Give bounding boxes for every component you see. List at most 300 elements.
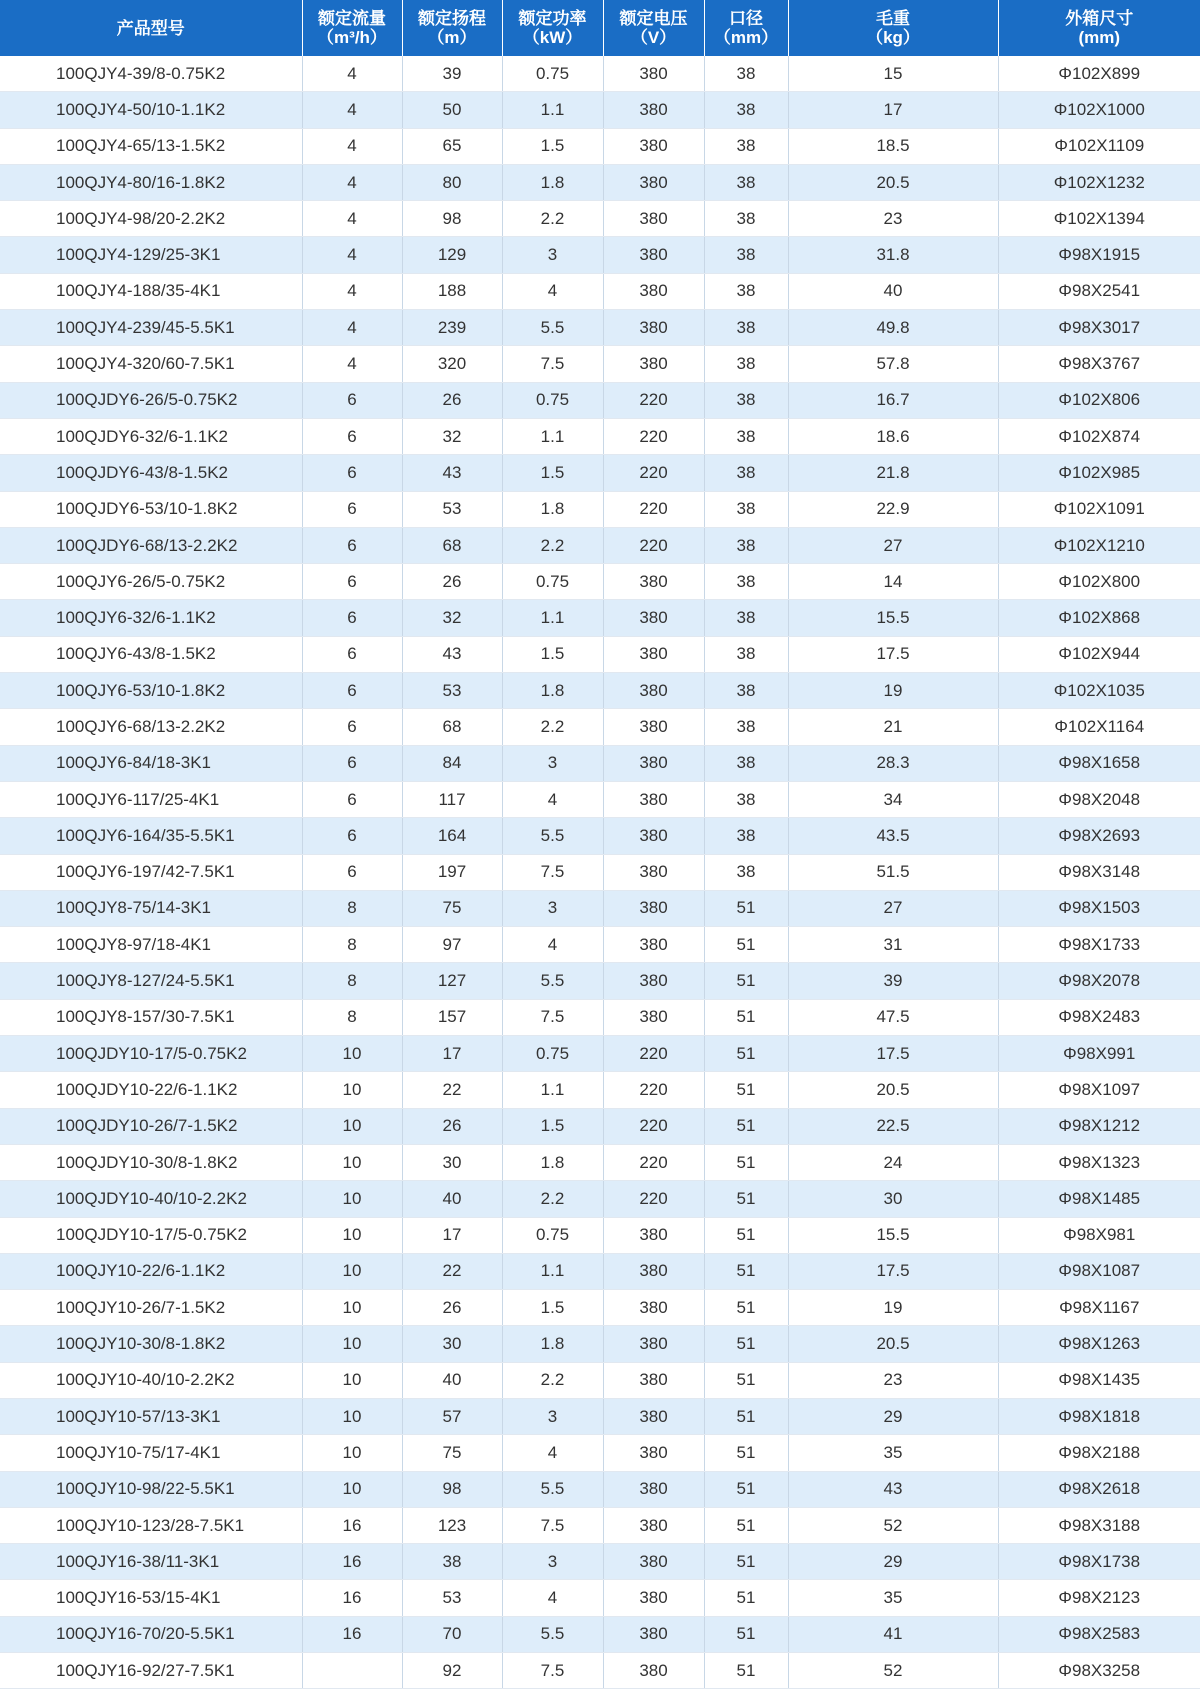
- cell-voltage: 380: [603, 1616, 704, 1652]
- cell-power: 0.75: [502, 56, 603, 92]
- cell-voltage: 380: [603, 92, 704, 128]
- cell-box-size: Φ98X3188: [998, 1507, 1200, 1543]
- table-row: [0, 310, 1200, 346]
- cell-weight: 17.5: [788, 1036, 998, 1072]
- cell-weight: 24: [788, 1144, 998, 1180]
- cell-power: 5.5: [502, 1616, 603, 1652]
- table-row: [0, 709, 1200, 745]
- cell-box-size: Φ102X1394: [998, 201, 1200, 237]
- cell-head: 65: [402, 128, 502, 164]
- header-label: 外箱尺寸: [999, 9, 1200, 28]
- cell-flow: 4: [302, 164, 402, 200]
- cell-head: 68: [402, 709, 502, 745]
- cell-weight: 20.5: [788, 164, 998, 200]
- cell-head: 53: [402, 491, 502, 527]
- cell-flow: 4: [302, 273, 402, 309]
- cell-caliber: 38: [704, 201, 788, 237]
- cell-voltage: 380: [603, 781, 704, 817]
- table-row: [0, 1217, 1200, 1253]
- table-row: [0, 781, 1200, 817]
- cell-flow: 6: [302, 491, 402, 527]
- cell-model: 100QJY6-26/5-0.75K2: [0, 564, 302, 600]
- cell-model: 100QJDY10-26/7-1.5K2: [0, 1108, 302, 1144]
- cell-model: 100QJDY10-30/8-1.8K2: [0, 1144, 302, 1180]
- table-row: [0, 346, 1200, 382]
- cell-caliber: 51: [704, 1253, 788, 1289]
- cell-model: 100QJY6-32/6-1.1K2: [0, 600, 302, 636]
- table-row: [0, 999, 1200, 1035]
- cell-caliber: 51: [704, 1072, 788, 1108]
- cell-box-size: Φ102X1210: [998, 527, 1200, 563]
- cell-caliber: 51: [704, 1036, 788, 1072]
- cell-model: 100QJY6-84/18-3K1: [0, 745, 302, 781]
- cell-weight: 51.5: [788, 854, 998, 890]
- cell-caliber: 51: [704, 1181, 788, 1217]
- cell-flow: 6: [302, 781, 402, 817]
- cell-voltage: 380: [603, 564, 704, 600]
- cell-head: 43: [402, 636, 502, 672]
- cell-head: 98: [402, 1471, 502, 1507]
- table-row: [0, 1253, 1200, 1289]
- table-row: [0, 636, 1200, 672]
- cell-caliber: 51: [704, 1398, 788, 1434]
- cell-box-size: Φ98X2078: [998, 963, 1200, 999]
- cell-weight: 30: [788, 1181, 998, 1217]
- cell-caliber: 38: [704, 854, 788, 890]
- cell-head: 157: [402, 999, 502, 1035]
- cell-caliber: 51: [704, 1217, 788, 1253]
- cell-box-size: Φ98X1212: [998, 1108, 1200, 1144]
- cell-caliber: 38: [704, 781, 788, 817]
- cell-weight: 43.5: [788, 818, 998, 854]
- cell-voltage: 380: [603, 1326, 704, 1362]
- cell-box-size: Φ98X1915: [998, 237, 1200, 273]
- cell-box-size: Φ98X1263: [998, 1326, 1200, 1362]
- cell-caliber: 51: [704, 1144, 788, 1180]
- table-row: [0, 382, 1200, 418]
- table-row: [0, 1326, 1200, 1362]
- cell-power: 4: [502, 927, 603, 963]
- cell-weight: 47.5: [788, 999, 998, 1035]
- cell-flow: 8: [302, 963, 402, 999]
- cell-head: 68: [402, 527, 502, 563]
- table-row: [0, 1181, 1200, 1217]
- cell-voltage: 220: [603, 455, 704, 491]
- table-row: [0, 963, 1200, 999]
- cell-power: 1.1: [502, 1072, 603, 1108]
- cell-box-size: Φ98X2483: [998, 999, 1200, 1035]
- cell-power: 7.5: [502, 1507, 603, 1543]
- header-unit: （V）: [604, 28, 704, 47]
- header-voltage: [603, 0, 704, 56]
- cell-power: 4: [502, 1580, 603, 1616]
- cell-model: 100QJY16-70/20-5.5K1: [0, 1616, 302, 1652]
- table-row: [0, 92, 1200, 128]
- cell-power: 1.1: [502, 600, 603, 636]
- cell-voltage: 380: [603, 1507, 704, 1543]
- cell-weight: 52: [788, 1507, 998, 1543]
- cell-flow: 4: [302, 56, 402, 92]
- cell-model: 100QJY6-53/10-1.8K2: [0, 673, 302, 709]
- cell-box-size: Φ102X944: [998, 636, 1200, 672]
- cell-weight: 23: [788, 1362, 998, 1398]
- cell-caliber: 51: [704, 1290, 788, 1326]
- cell-voltage: 380: [603, 346, 704, 382]
- cell-caliber: 38: [704, 310, 788, 346]
- cell-voltage: 380: [603, 963, 704, 999]
- cell-head: 75: [402, 1435, 502, 1471]
- cell-weight: 43: [788, 1471, 998, 1507]
- table-row: [0, 273, 1200, 309]
- cell-head: 80: [402, 164, 502, 200]
- cell-box-size: Φ98X2048: [998, 781, 1200, 817]
- cell-power: 1.1: [502, 418, 603, 454]
- cell-flow: 4: [302, 237, 402, 273]
- cell-caliber: 38: [704, 346, 788, 382]
- cell-model: 100QJY4-188/35-4K1: [0, 273, 302, 309]
- cell-voltage: 220: [603, 1144, 704, 1180]
- cell-flow: 6: [302, 527, 402, 563]
- cell-power: 7.5: [502, 999, 603, 1035]
- cell-voltage: 380: [603, 745, 704, 781]
- table-row: [0, 1362, 1200, 1398]
- cell-head: 39: [402, 56, 502, 92]
- cell-caliber: 38: [704, 745, 788, 781]
- cell-head: 22: [402, 1072, 502, 1108]
- cell-box-size: Φ98X1658: [998, 745, 1200, 781]
- cell-voltage: 380: [603, 854, 704, 890]
- cell-head: 97: [402, 927, 502, 963]
- cell-head: 320: [402, 346, 502, 382]
- cell-caliber: 51: [704, 1362, 788, 1398]
- cell-voltage: 380: [603, 164, 704, 200]
- cell-head: 129: [402, 237, 502, 273]
- cell-flow: 8: [302, 927, 402, 963]
- cell-power: 1.8: [502, 1326, 603, 1362]
- cell-flow: 4: [302, 346, 402, 382]
- cell-box-size: Φ98X3258: [998, 1653, 1200, 1689]
- cell-power: 3: [502, 745, 603, 781]
- cell-box-size: Φ102X1109: [998, 128, 1200, 164]
- cell-box-size: Φ102X868: [998, 600, 1200, 636]
- cell-head: 197: [402, 854, 502, 890]
- cell-weight: 23: [788, 201, 998, 237]
- header-label: 口径: [705, 9, 788, 28]
- table-row: [0, 128, 1200, 164]
- cell-weight: 57.8: [788, 346, 998, 382]
- cell-power: 2.2: [502, 709, 603, 745]
- cell-flow: 16: [302, 1507, 402, 1543]
- cell-model: 100QJY10-30/8-1.8K2: [0, 1326, 302, 1362]
- cell-power: 5.5: [502, 310, 603, 346]
- cell-caliber: 51: [704, 999, 788, 1035]
- table-row: [0, 201, 1200, 237]
- cell-head: 117: [402, 781, 502, 817]
- cell-voltage: 380: [603, 1217, 704, 1253]
- cell-weight: 31: [788, 927, 998, 963]
- cell-box-size: Φ102X800: [998, 564, 1200, 600]
- cell-caliber: 51: [704, 1580, 788, 1616]
- cell-head: 57: [402, 1398, 502, 1434]
- header-box-size: [998, 0, 1200, 56]
- cell-model: 100QJDY6-53/10-1.8K2: [0, 491, 302, 527]
- cell-weight: 29: [788, 1544, 998, 1580]
- cell-caliber: 51: [704, 963, 788, 999]
- cell-power: 1.8: [502, 491, 603, 527]
- cell-weight: 15.5: [788, 600, 998, 636]
- cell-power: 1.5: [502, 636, 603, 672]
- header-label: 产品型号: [0, 19, 302, 38]
- cell-head: 239: [402, 310, 502, 346]
- cell-weight: 16.7: [788, 382, 998, 418]
- cell-box-size: Φ98X1738: [998, 1544, 1200, 1580]
- cell-box-size: Φ102X1164: [998, 709, 1200, 745]
- cell-caliber: 38: [704, 455, 788, 491]
- cell-weight: 29: [788, 1398, 998, 1434]
- cell-head: 26: [402, 382, 502, 418]
- cell-weight: 27: [788, 527, 998, 563]
- cell-voltage: 380: [603, 673, 704, 709]
- cell-caliber: 38: [704, 164, 788, 200]
- cell-voltage: 380: [603, 999, 704, 1035]
- cell-power: 1.5: [502, 1108, 603, 1144]
- cell-flow: 10: [302, 1326, 402, 1362]
- cell-model: 100QJY4-80/16-1.8K2: [0, 164, 302, 200]
- header-unit: （mm）: [705, 28, 788, 47]
- cell-box-size: Φ98X2618: [998, 1471, 1200, 1507]
- cell-power: 1.8: [502, 673, 603, 709]
- cell-voltage: 380: [603, 1653, 704, 1689]
- table-row: [0, 527, 1200, 563]
- header-label: 额定扬程: [403, 9, 502, 28]
- cell-flow: 8: [302, 890, 402, 926]
- cell-voltage: 380: [603, 890, 704, 926]
- cell-voltage: 220: [603, 527, 704, 563]
- cell-weight: 15: [788, 56, 998, 92]
- cell-weight: 21: [788, 709, 998, 745]
- table-row: [0, 600, 1200, 636]
- table-row: [0, 491, 1200, 527]
- cell-box-size: Φ98X1485: [998, 1181, 1200, 1217]
- cell-flow: 6: [302, 418, 402, 454]
- cell-power: 5.5: [502, 963, 603, 999]
- header-unit: (mm): [999, 28, 1200, 47]
- cell-model: 100QJY4-239/45-5.5K1: [0, 310, 302, 346]
- cell-box-size: Φ98X1733: [998, 927, 1200, 963]
- cell-flow: 16: [302, 1544, 402, 1580]
- cell-power: 0.75: [502, 564, 603, 600]
- cell-flow: 10: [302, 1398, 402, 1434]
- cell-head: 43: [402, 455, 502, 491]
- cell-box-size: Φ102X874: [998, 418, 1200, 454]
- cell-box-size: Φ98X1818: [998, 1398, 1200, 1434]
- table-row: [0, 1507, 1200, 1543]
- cell-box-size: Φ102X899: [998, 56, 1200, 92]
- cell-head: 70: [402, 1616, 502, 1652]
- cell-weight: 34: [788, 781, 998, 817]
- cell-head: 32: [402, 418, 502, 454]
- cell-caliber: 38: [704, 673, 788, 709]
- header-power: [502, 0, 603, 56]
- cell-weight: 52: [788, 1653, 998, 1689]
- cell-model: 100QJY16-38/11-3K1: [0, 1544, 302, 1580]
- cell-power: 3: [502, 237, 603, 273]
- cell-caliber: 51: [704, 1653, 788, 1689]
- cell-flow: 6: [302, 636, 402, 672]
- header-label: 额定电压: [604, 9, 704, 28]
- cell-box-size: Φ102X985: [998, 455, 1200, 491]
- cell-box-size: Φ98X1167: [998, 1290, 1200, 1326]
- cell-model: 100QJY8-127/24-5.5K1: [0, 963, 302, 999]
- cell-model: 100QJY10-57/13-3K1: [0, 1398, 302, 1434]
- cell-head: 84: [402, 745, 502, 781]
- cell-model: 100QJY10-75/17-4K1: [0, 1435, 302, 1471]
- table-row: [0, 854, 1200, 890]
- cell-box-size: Φ98X981: [998, 1217, 1200, 1253]
- cell-model: 100QJY16-92/27-7.5K1: [0, 1653, 302, 1689]
- cell-head: 92: [402, 1653, 502, 1689]
- cell-weight: 41: [788, 1616, 998, 1652]
- cell-box-size: Φ102X1091: [998, 491, 1200, 527]
- table-row: [0, 1290, 1200, 1326]
- header-unit: （kg）: [789, 28, 998, 47]
- cell-model: 100QJY10-22/6-1.1K2: [0, 1253, 302, 1289]
- cell-model: 100QJDY10-17/5-0.75K2: [0, 1217, 302, 1253]
- cell-model: 100QJY4-98/20-2.2K2: [0, 201, 302, 237]
- table-row: [0, 890, 1200, 926]
- cell-power: 1.5: [502, 1290, 603, 1326]
- table-row: [0, 1616, 1200, 1652]
- table-row: [0, 164, 1200, 200]
- cell-weight: 17: [788, 92, 998, 128]
- cell-power: 0.75: [502, 1036, 603, 1072]
- cell-model: 100QJY6-43/8-1.5K2: [0, 636, 302, 672]
- cell-voltage: 380: [603, 927, 704, 963]
- table-row: [0, 56, 1200, 92]
- cell-power: 1.1: [502, 1253, 603, 1289]
- cell-head: 123: [402, 1507, 502, 1543]
- cell-box-size: Φ98X3017: [998, 310, 1200, 346]
- table-row: [0, 927, 1200, 963]
- cell-weight: 18.6: [788, 418, 998, 454]
- header-weight: [788, 0, 998, 56]
- cell-caliber: 38: [704, 273, 788, 309]
- cell-model: 100QJY10-26/7-1.5K2: [0, 1290, 302, 1326]
- cell-weight: 22.9: [788, 491, 998, 527]
- cell-flow: 4: [302, 92, 402, 128]
- cell-head: 26: [402, 1290, 502, 1326]
- cell-flow: 6: [302, 382, 402, 418]
- table-row: [0, 564, 1200, 600]
- cell-caliber: 51: [704, 1471, 788, 1507]
- cell-power: 2.2: [502, 527, 603, 563]
- cell-weight: 19: [788, 673, 998, 709]
- cell-flow: [302, 1653, 402, 1689]
- cell-voltage: 380: [603, 310, 704, 346]
- cell-voltage: 380: [603, 237, 704, 273]
- cell-flow: 10: [302, 1290, 402, 1326]
- cell-caliber: 38: [704, 56, 788, 92]
- cell-head: 17: [402, 1036, 502, 1072]
- cell-caliber: 51: [704, 927, 788, 963]
- cell-head: 164: [402, 818, 502, 854]
- header-head: [402, 0, 502, 56]
- cell-flow: 6: [302, 709, 402, 745]
- header-label: 额定功率: [503, 9, 603, 28]
- cell-head: 53: [402, 673, 502, 709]
- cell-voltage: 380: [603, 1253, 704, 1289]
- cell-voltage: 380: [603, 709, 704, 745]
- cell-power: 1.1: [502, 92, 603, 128]
- cell-caliber: 38: [704, 237, 788, 273]
- cell-power: 4: [502, 273, 603, 309]
- table-row: [0, 1544, 1200, 1580]
- cell-power: 5.5: [502, 818, 603, 854]
- cell-head: 75: [402, 890, 502, 926]
- cell-head: 53: [402, 1580, 502, 1616]
- cell-caliber: 38: [704, 128, 788, 164]
- cell-head: 127: [402, 963, 502, 999]
- cell-caliber: 38: [704, 818, 788, 854]
- cell-head: 32: [402, 600, 502, 636]
- cell-voltage: 380: [603, 273, 704, 309]
- cell-model: 100QJDY10-22/6-1.1K2: [0, 1072, 302, 1108]
- cell-power: 7.5: [502, 346, 603, 382]
- cell-box-size: Φ98X1323: [998, 1144, 1200, 1180]
- cell-box-size: Φ98X991: [998, 1036, 1200, 1072]
- cell-voltage: 380: [603, 1544, 704, 1580]
- cell-flow: 6: [302, 564, 402, 600]
- cell-power: 0.75: [502, 1217, 603, 1253]
- cell-box-size: Φ102X806: [998, 382, 1200, 418]
- cell-flow: 10: [302, 1435, 402, 1471]
- cell-model: 100QJY6-68/13-2.2K2: [0, 709, 302, 745]
- cell-voltage: 380: [603, 128, 704, 164]
- cell-voltage: 220: [603, 491, 704, 527]
- cell-model: 100QJDY6-32/6-1.1K2: [0, 418, 302, 454]
- cell-weight: 35: [788, 1580, 998, 1616]
- cell-voltage: 380: [603, 600, 704, 636]
- cell-power: 1.5: [502, 455, 603, 491]
- cell-box-size: Φ98X3148: [998, 854, 1200, 890]
- cell-weight: 14: [788, 564, 998, 600]
- cell-model: 100QJY4-50/10-1.1K2: [0, 92, 302, 128]
- cell-box-size: Φ102X1232: [998, 164, 1200, 200]
- cell-head: 98: [402, 201, 502, 237]
- cell-caliber: 51: [704, 1544, 788, 1580]
- cell-caliber: 51: [704, 1108, 788, 1144]
- cell-caliber: 38: [704, 636, 788, 672]
- cell-weight: 35: [788, 1435, 998, 1471]
- cell-power: 3: [502, 1398, 603, 1434]
- cell-head: 188: [402, 273, 502, 309]
- header-label: 毛重: [789, 9, 998, 28]
- cell-caliber: 38: [704, 491, 788, 527]
- cell-model: 100QJY6-164/35-5.5K1: [0, 818, 302, 854]
- cell-model: 100QJY10-98/22-5.5K1: [0, 1471, 302, 1507]
- cell-box-size: Φ98X1097: [998, 1072, 1200, 1108]
- cell-weight: 49.8: [788, 310, 998, 346]
- cell-power: 3: [502, 890, 603, 926]
- cell-model: 100QJY10-123/28-7.5K1: [0, 1507, 302, 1543]
- cell-flow: 8: [302, 999, 402, 1035]
- cell-box-size: Φ98X2123: [998, 1580, 1200, 1616]
- cell-voltage: 380: [603, 201, 704, 237]
- cell-weight: 39: [788, 963, 998, 999]
- cell-flow: 6: [302, 600, 402, 636]
- header-label: 额定流量: [303, 9, 402, 28]
- cell-power: 1.8: [502, 1144, 603, 1180]
